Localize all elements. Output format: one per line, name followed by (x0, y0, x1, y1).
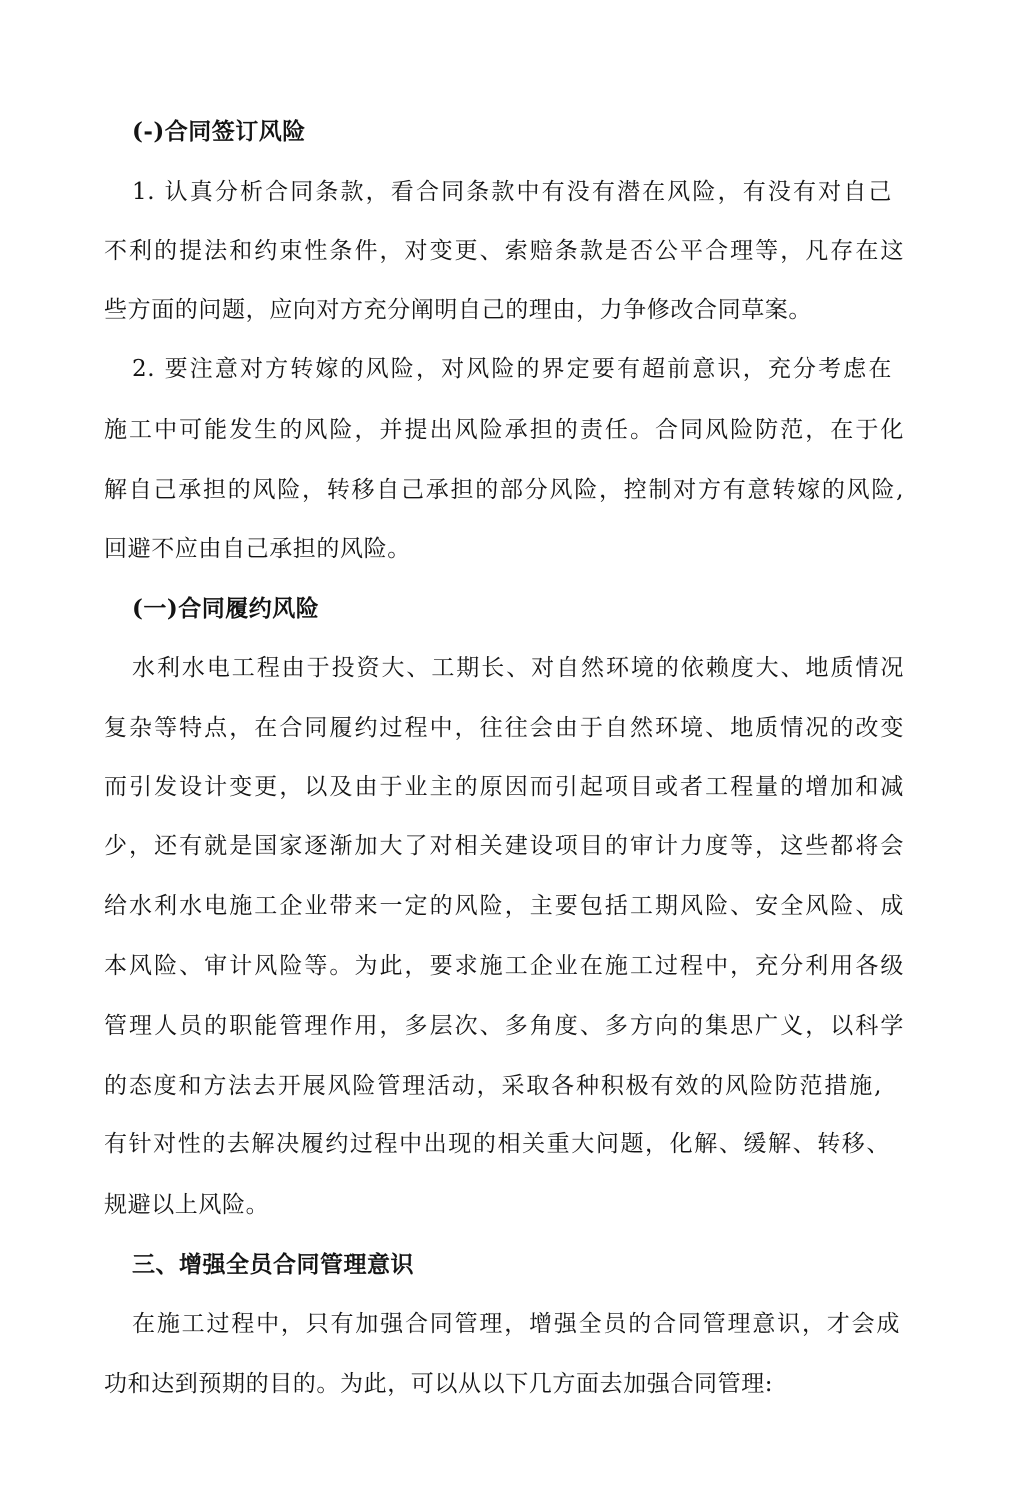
paragraph-line: 少，还有就是国家逐渐加大了对相关建设项目的审计力度等，这些都将会 (104, 833, 904, 859)
section-heading: 三、增强全员合同管理意识 (132, 1251, 414, 1278)
paragraph-line: 规避以上风险。 (104, 1192, 270, 1218)
section-heading: (-)合同签订风险 (132, 118, 306, 145)
paragraph-line: 2. 要注意对方转嫁的风险，对风险的界定要有超前意识，充分考虑在 (132, 356, 892, 382)
paragraph-line: 本风险、审计风险等。为此，要求施工企业在施工过程中，充分利用各级 (104, 953, 904, 979)
paragraph-line: 管理人员的职能管理作用，多层次、多角度、多方向的集思广义，以科学 (104, 1013, 904, 1039)
paragraph-line: 有针对性的去解决履约过程中出现的相关重大问题，化解、缓解、转移、 (104, 1131, 890, 1157)
paragraph-line: 而引发设计变更，以及由于业主的原因而引起项目或者工程量的增加和减 (104, 774, 904, 800)
section-heading: (一)合同履约风险 (132, 595, 320, 622)
paragraph-line: 给水利水电施工企业带来一定的风险，主要包括工期风险、安全风险、成 (104, 893, 904, 919)
paragraph-line: 复杂等特点，在合同履约过程中，往往会由于自然环境、地质情况的改变 (104, 715, 904, 741)
paragraph-line: 些方面的问题，应向对方充分阐明自己的理由，力争修改合同草案。 (104, 297, 812, 323)
paragraph-line: 解自己承担的风险，转移自己承担的部分风险，控制对方有意转嫁的风险, (104, 477, 904, 503)
paragraph-line: 回避不应由自己承担的风险。 (104, 536, 411, 562)
paragraph-line: 不利的提法和约束性条件，对变更、索赔条款是否公平合理等，凡存在这 (104, 238, 904, 264)
paragraph-line: 在施工过程中，只有加强合同管理，增强全员的合同管理意识，才会成 (132, 1311, 900, 1337)
paragraph-line: 功和达到预期的目的。为此，可以从以下几方面去加强合同管理: (104, 1371, 774, 1397)
paragraph-line: 水利水电工程由于投资大、工期长、对自然环境的依赖度大、地质情况 (132, 655, 904, 681)
paragraph-line: 1. 认真分析合同条款，看合同条款中有没有潜在风险，有没有对自己 (132, 179, 892, 205)
paragraph-line: 施工中可能发生的风险，并提出风险承担的责任。合同风险防范，在于化 (104, 417, 904, 443)
paragraph-line: 的态度和方法去开展风险管理活动，采取各种积极有效的风险防范措施, (104, 1073, 882, 1099)
